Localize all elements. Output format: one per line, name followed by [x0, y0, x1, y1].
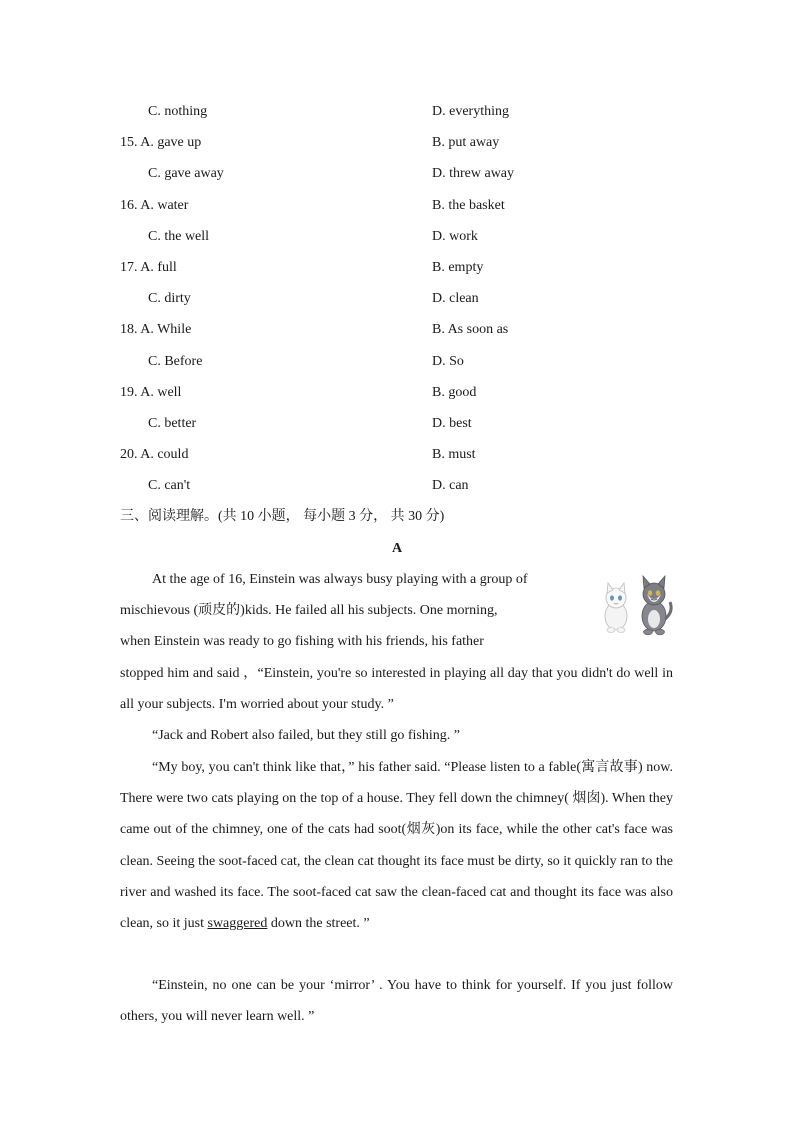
option-left: 18. A. While: [120, 322, 192, 338]
option-right: D. best: [432, 416, 472, 431]
option-right: D. work: [432, 228, 478, 244]
option-right: D. threw away: [432, 166, 515, 182]
passage-title: A: [391, 541, 403, 556]
paragraph-1-line-1: At the age of 16, Einstein was always busy playing with a group of: [152, 572, 528, 587]
option-left: C. gave away: [148, 166, 224, 182]
two-cats-illustration: [598, 572, 674, 638]
option-left: C. better: [148, 416, 197, 431]
paragraph-1-rest: stopped him and said ，“Einstein, you're so interested in playing all day that you didn't do well in all your subjects. I'm worried about your study. ”: [120, 665, 673, 712]
option-left: 17. A. full: [120, 260, 177, 275]
paragraph-1-line-3: when Einstein was ready to go fishing with his friends, his father: [120, 634, 484, 650]
option-right: B. empty: [432, 260, 484, 275]
white-cat-icon: [605, 583, 627, 633]
option-right: D. clean: [432, 291, 479, 307]
option-left: 19. A. well: [120, 384, 182, 400]
option-right: B. As soon as: [432, 322, 509, 338]
option-left: C. Before: [148, 353, 203, 369]
option-right: B. the basket: [432, 197, 505, 213]
option-left: C. dirty: [148, 291, 191, 307]
option-right: D. everything: [432, 104, 509, 119]
paragraph-4: “Einstein, no one can be your ‘mirror’ . You have to think for yourself. If you just follow others, you will never learn well. ”: [120, 978, 673, 1025]
paragraph-3: [120, 752, 673, 939]
option-left: C. can't: [148, 478, 191, 494]
underlined-word: swaggered: [207, 916, 268, 932]
option-right: B. must: [432, 447, 476, 463]
option-left: 16. A. water: [120, 197, 189, 213]
paragraph-3-end: down the street. ”: [267, 916, 370, 932]
option-left: C. the well: [148, 228, 210, 244]
option-right: D. So: [432, 353, 464, 369]
option-left: 20. A. could: [120, 447, 189, 463]
option-left: C. nothing: [148, 104, 208, 119]
paragraph-1: [120, 564, 673, 720]
option-right: D. can: [432, 478, 469, 494]
section-heading: 三、阅读理解。(共 10 小题， 每小题 3 分， 共 30 分): [120, 509, 445, 524]
option-right: B. good: [432, 384, 477, 400]
option-right: B. put away: [432, 135, 500, 151]
grey-cat-icon: [642, 576, 671, 635]
paragraph-1-line-2: mischievous (顽皮的)kids. He failed all his subjects. One morning,: [120, 603, 498, 619]
option-left: 15. A. gave up: [120, 135, 202, 151]
paragraph-3-text: “My boy, you can't think like that，” his father said. “Please listen to a fable(寓言故事) now. There were two cats playing on the top of a house. They fell down the chimney( 烟囱). When they came out of the chimney, one of the cats had soot(烟灰)on its face, while the other cat's face was clean. Seeing the soot-faced cat, the clean cat thought its face must be dirty, so it quickly ran to the river and washed its face. The soot-faced cat saw the clean-faced cat and thought its face was also clean, so it just: [120, 760, 673, 932]
paragraph-2: “Jack and Robert also failed, but they still go fishing. ”: [152, 728, 460, 743]
